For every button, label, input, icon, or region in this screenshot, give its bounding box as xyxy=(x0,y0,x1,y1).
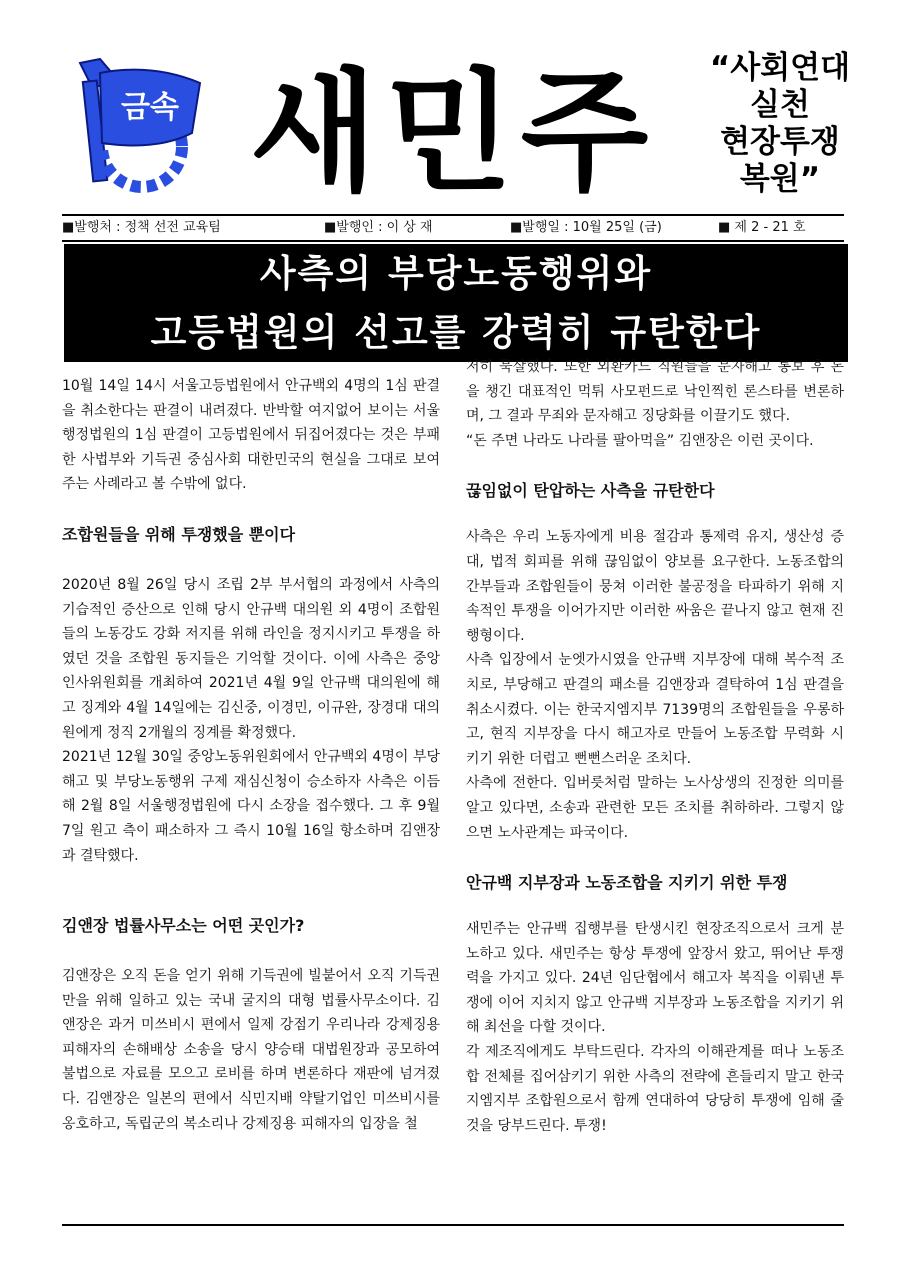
union-logo xyxy=(62,55,207,195)
logo-text: 금속 xyxy=(121,90,179,125)
slogan-line: “사회연대 xyxy=(709,50,851,86)
issue-number: ■ 제 2 - 21 호 xyxy=(718,220,806,235)
union-flag-icon xyxy=(62,55,207,195)
section-title: 안규백 지부장과 노동조합을 지키기 위한 투쟁 xyxy=(466,873,788,893)
section-title: 조합원들을 위해 투쟁했을 뿐이다 xyxy=(62,524,296,544)
paragraph: 저히 묵살했다. 또한 외환카드 직원들을 문자해고 통보 후 돈을 챙긴 대표적인 먹튀 사모펀드로 낙인찍힌 론스타를 변론하며, 그 결과 무죄와 문자해고 징당화를 이끌기도 했다. xyxy=(466,359,844,425)
bottom-divider xyxy=(62,1224,844,1226)
intro-paragraph: 10월 14일 14시 서울고등법원에서 안규백외 4명의 1심 판결을 취소한다는 판결이 내려졌다. 반박할 여지없어 보이는 서울행정법원의 1심 판결이 고등법원에서 뒤집어졌다는 것은 부패한 사법부와 기득권 중심사회 대한민국의 현실을 그대로 보여주는 사례라고 볼 수밖에 없다. xyxy=(62,378,440,493)
slogan xyxy=(690,50,870,198)
paragraph: 사측에 전한다. 입버릇처럼 말하는 노사상생의 진정한 의미를 알고 있다면, 소송과 관련한 모든 조치를 취하하라. 그렇지 않으면 노사관계는 파국이다. xyxy=(466,775,844,841)
publication-info-bar xyxy=(62,214,844,242)
section-title: 김앤장 법률사무소는 어떤 곳인가? xyxy=(62,916,305,936)
issuer: ■발행인 : 이 상 재 xyxy=(324,220,433,235)
section-title: 끊임없이 탄압하는 사측을 규탄한다 xyxy=(466,481,715,501)
slogan-line: 복원” xyxy=(739,161,821,197)
newspaper-title: 새민주 xyxy=(249,56,657,210)
paragraph: 사측 입장에서 눈엣가시였을 안규백 지부장에 대해 복수적 조치로, 부당해고 판결의 패소를 김앤장과 결탁하여 1심 판결을 취소시켰다. 이는 한국지엠지부 7139명의 조합원들을 우롱하고, 현직 지부장을 다시 해고자로 만들어 노동조합 무력화 시키기 위한 더럽고 뻔뻔스러운 조치다. xyxy=(466,652,844,767)
paragraph: “돈 주면 나라도 나라를 팔아먹을” 김앤장은 이런 곳이다. xyxy=(466,432,814,449)
publisher: ■발행처 : 정책 선전 교육팀 xyxy=(62,220,221,235)
paragraph: 각 제조직에게도 부탁드린다. 각자의 이해관계를 떠나 노동조합 전체를 집어삼키기 위한 사측의 전략에 흔들리지 말고 한국지엠지부 조합원으로서 함께 연대하여 당당히 투쟁에 임해 줄 것을 당부드린다. 투쟁! xyxy=(466,1044,844,1134)
paragraph: 새민주는 안규백 집행부를 탄생시킨 현장조직으로서 크게 분노하고 있다. 새민주는 항상 투쟁에 앞장서 왔고, 뛰어난 투쟁력을 가지고 있다. 24년 임단협에서 해고자 복직을 이뤄낸 투쟁에 이어 지치지 않고 안규백 지부장과 노동조합을 지키기 위해 최선을 다할 것이다. xyxy=(466,921,844,1036)
publish-date: ■발행일 : 10월 25일 (금) xyxy=(510,220,662,235)
right-column xyxy=(466,355,844,1138)
headline-banner xyxy=(64,244,848,362)
slogan-line: 실천 xyxy=(750,87,810,123)
headline-line-1: 사측의 부당노동행위와 xyxy=(259,252,653,295)
paragraph: 사측은 우리 노동자에게 비용 절감과 통제력 유지, 생산성 증대, 법적 회피를 위해 끊임없이 양보를 요구한다. 노동조합의 간부들과 조합원들이 뭉쳐 이러한 불공정을 타파하기 위해 지속적인 투쟁을 이어가지만 이러한 싸움은 끝나지 않고 현재 진행형이다. xyxy=(466,529,844,644)
paragraph: 김앤장은 오직 돈을 얻기 위해 기득권에 빌붙어서 오직 기득권만을 위해 일하고 있는 국내 굴지의 대형 법률사무소이다. 김앤장은 과거 미쓰비시 편에서 일제 강점기 우리나라 강제징용 피해자의 손해배상 소송을 당시 양승태 대법원장과 공모하여 불법으로 자료를 모으고 로비를 하며 변론하다 재판에 넘겨졌다. 김앤장은 일본의 편에서 식민지배 약탈기업인 미쓰비시를 옹호하고, 독립군의 복소리나 강제징용 피해자의 입장을 철 xyxy=(62,968,440,1132)
left-column xyxy=(62,374,440,1136)
paragraph: 2020년 8월 26일 당시 조립 2부 부서협의 과정에서 사측의 기습적인 증산으로 인해 당시 안규백 대의원 외 4명이 조합원들의 노동강도 강화 저지를 위해 라인을 정지시키고 투쟁을 하였던 것을 조합원 동지들은 기억할 것이다. 이에 사측은 중앙인사위원회를 개최하여 2021년 4월 9일 안규백 대의원에 해고 징계와 4월 14일에는 김신중, 이경민, 이규완, 장경대 대의원에게 정직 2개월의 징계를 확정했다. xyxy=(62,576,440,741)
paragraph: 2021년 12월 30일 중앙노동위원회에서 안규백외 4명이 부당해고 및 부당노동행위 구제 재심신청이 승소하자 사측은 이듬해 2월 8일 서울행정법원에 다시 소장을 접수했다. 그 후 9월 7일 원고 측이 패소하자 그 즉시 10월 16일 항소하며 김앤장과 결탁했다. xyxy=(62,749,440,864)
slogan-line: 현장투쟁 xyxy=(720,124,840,160)
headline-line-2: 고등법원의 선고를 강력히 규탄한다 xyxy=(150,311,762,354)
